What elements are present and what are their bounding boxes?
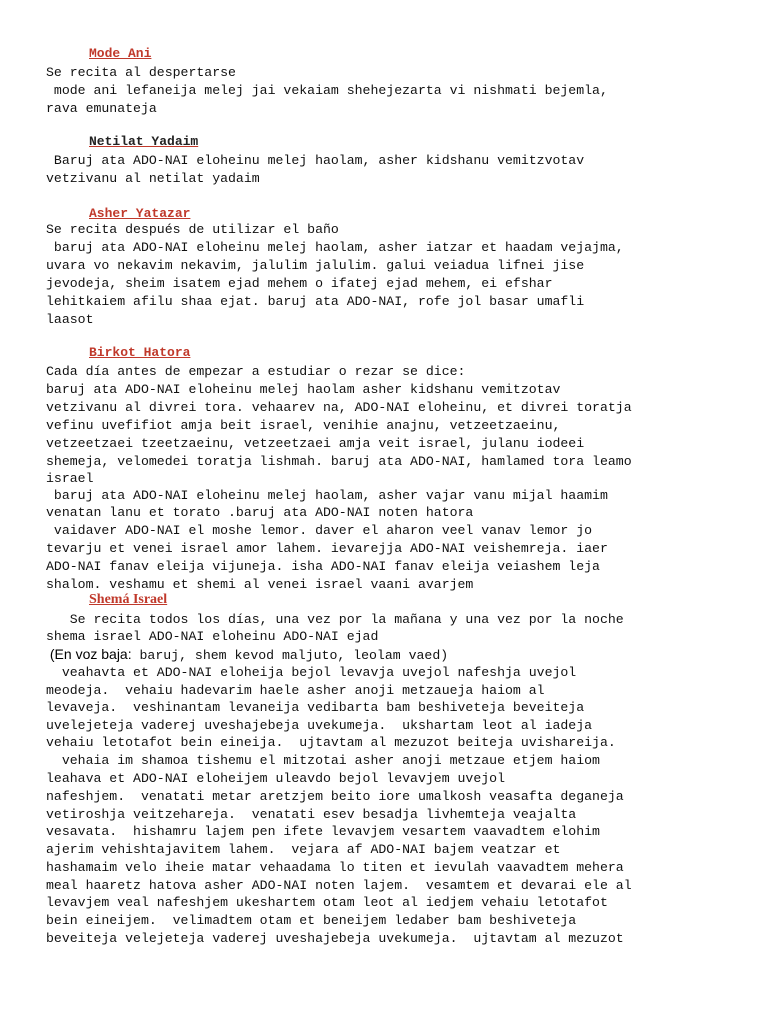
text-line: baruj ata ADO-NAI eloheinu melej haolam, asher iatzar et haadam vejajma,	[46, 240, 624, 255]
text-line: Se recita al despertarse	[46, 65, 236, 80]
text-line: uvara vo nekavim nekavim, jalulim jalulim. galui veiadua lifnei jise	[46, 258, 585, 273]
text-line: tevarju et venei israel amor lahem. ievarejja ADO-NAI veishemreja. iaer	[46, 541, 608, 556]
text-line: israel	[46, 471, 94, 486]
text-line: uvelejeteja vaderej uveshajebeja uvekumeja. ukshartam leot al iadeja	[46, 718, 593, 733]
text-line: vetzivanu al netilat yadaim	[46, 171, 260, 186]
text-line: laasot	[46, 312, 94, 327]
text-line: levavjem veal nafeshjem ukeshartem otam leot al iedjem vehaiu letotafot	[46, 895, 608, 910]
text-line: ajerim vehishtajavitem lahem. vejara af ADO-NAI bajem veatzar et	[46, 842, 561, 857]
text-line: venatan lanu et torato .baruj ata ADO-NAI noten hatora	[46, 505, 474, 520]
text-line: shalom. veshamu et shemi al venei israel vaani avarjem	[46, 577, 474, 592]
section-title-netilat-yadaim: Netilat Yadaim	[89, 134, 199, 149]
text-line: jevodeja, sheim isatem ejad mehem o ifatej ejad mehem, ei efshar	[46, 276, 553, 291]
text-line: bein eineijem. velimadtem otam et beneijem ledaber bam beshiveteja	[46, 913, 577, 928]
text-line: lehitkaiem afilu shaa ejat. baruj ata ADO-NAI, rofe jol basar umafli	[46, 294, 585, 309]
text-line: veahavta et ADO-NAI eloheija bejol levavja uvejol nafeshja uvejol	[46, 665, 577, 680]
text-line: Se recita después de utilizar el baño	[46, 222, 339, 237]
text-line: mode ani lefaneija melej jai vekaiam shehejezarta vi nishmati bejemla,	[46, 83, 608, 98]
section-title-shema-israel: Shemá Israel	[89, 592, 168, 607]
text-line: vehaiu letotafot bein eineija. ujtavtam al mezuzot beiteja uvishareija.	[46, 735, 616, 750]
text-line: vefinu uvefifiot amja beit israel, venihie anajnu, vetzeetzaeinu,	[46, 418, 561, 433]
section-title-birkot-hatora: Birkot Hatora	[89, 345, 191, 360]
text-line: Baruj ata ADO-NAI eloheinu melej haolam, asher kidshanu vemitzvotav	[46, 153, 585, 168]
text-line: levaveja. veshinantam levaneija vedibarta bam beshiveteja beveiteja	[46, 700, 585, 715]
text-line: vesavata. hishamru lajem pen ifete levavjem vesartem vaavadtem elohim	[46, 824, 600, 839]
text-line: vehaia im shamoa tishemu el mitzotai asher anoji metzaue etjem haiom	[46, 753, 600, 768]
text-line: baruj ata ADO-NAI eloheinu melej haolam asher kidshanu vemitzotav	[46, 382, 561, 397]
text-line: hashamaim velo iheie matar vehaadama lo titen et ievulah vaavadtem mehera	[46, 860, 624, 875]
text-line: nafeshjem. venatati metar aretzjem beito iore umalkosh veasafta deganeja	[46, 789, 624, 804]
text-line: vetzivanu al divrei tora. vehaarev na, ADO-NAI eloheinu, et divrei toratja	[46, 400, 632, 415]
section-title-mode-ani: Mode Ani	[89, 46, 152, 61]
text-line: Se recita todos los días, una vez por la mañana y una vez por la noche	[46, 612, 624, 627]
text-line: rava emunateja	[46, 101, 157, 116]
text-line: vetzeetzaei tzeetzaeinu, vetzeetzaei amja veit israel, julanu iodeei	[46, 436, 585, 451]
section-title-asher-yatazar: Asher Yatazar	[89, 206, 191, 221]
text-line: leahava et ADO-NAI eloheijem uleavdo bejol levavjem uvejol	[46, 771, 505, 786]
text-line: meodeja. vehaiu hadevarim haele asher anoji metzaueja haiom al	[46, 683, 545, 698]
text-line: vaidaver ADO-NAI el moshe lemor. daver el aharon veel vanav lemor jo	[46, 523, 593, 538]
text-line: Cada día antes de empezar a estudiar o rezar se dice:	[46, 364, 466, 379]
text-line: ADO-NAI fanav eleija vijuneja. isha ADO-NAI fanav eleija veiashem leja	[46, 559, 600, 574]
voz-baja-label: (En voz baja:	[46, 646, 132, 662]
text-line: vetiroshja veitzehareja. venatati esev besadja livhemteja veajalta	[46, 807, 577, 822]
voz-baja-line	[46, 646, 448, 664]
text-line: shemeja, velomedei toratja lishmah. baruj ata ADO-NAI, hamlamed tora leamo	[46, 454, 632, 469]
voz-baja-text: baruj, shem kevod maljuto, leolam vaed)	[131, 648, 449, 663]
text-line: meal haaretz hatova asher ADO-NAI noten lajem. vesamtem et devarai ele al	[46, 878, 632, 893]
text-line: beveiteja velejeteja vaderej uveshajebeja uvekumeja. ujtavtam al mezuzot	[46, 931, 624, 946]
text-line: shema israel ADO-NAI eloheinu ADO-NAI ejad	[46, 629, 379, 644]
text-line: baruj ata ADO-NAI eloheinu melej haolam, asher vajar vanu mijal haamim	[46, 488, 608, 503]
